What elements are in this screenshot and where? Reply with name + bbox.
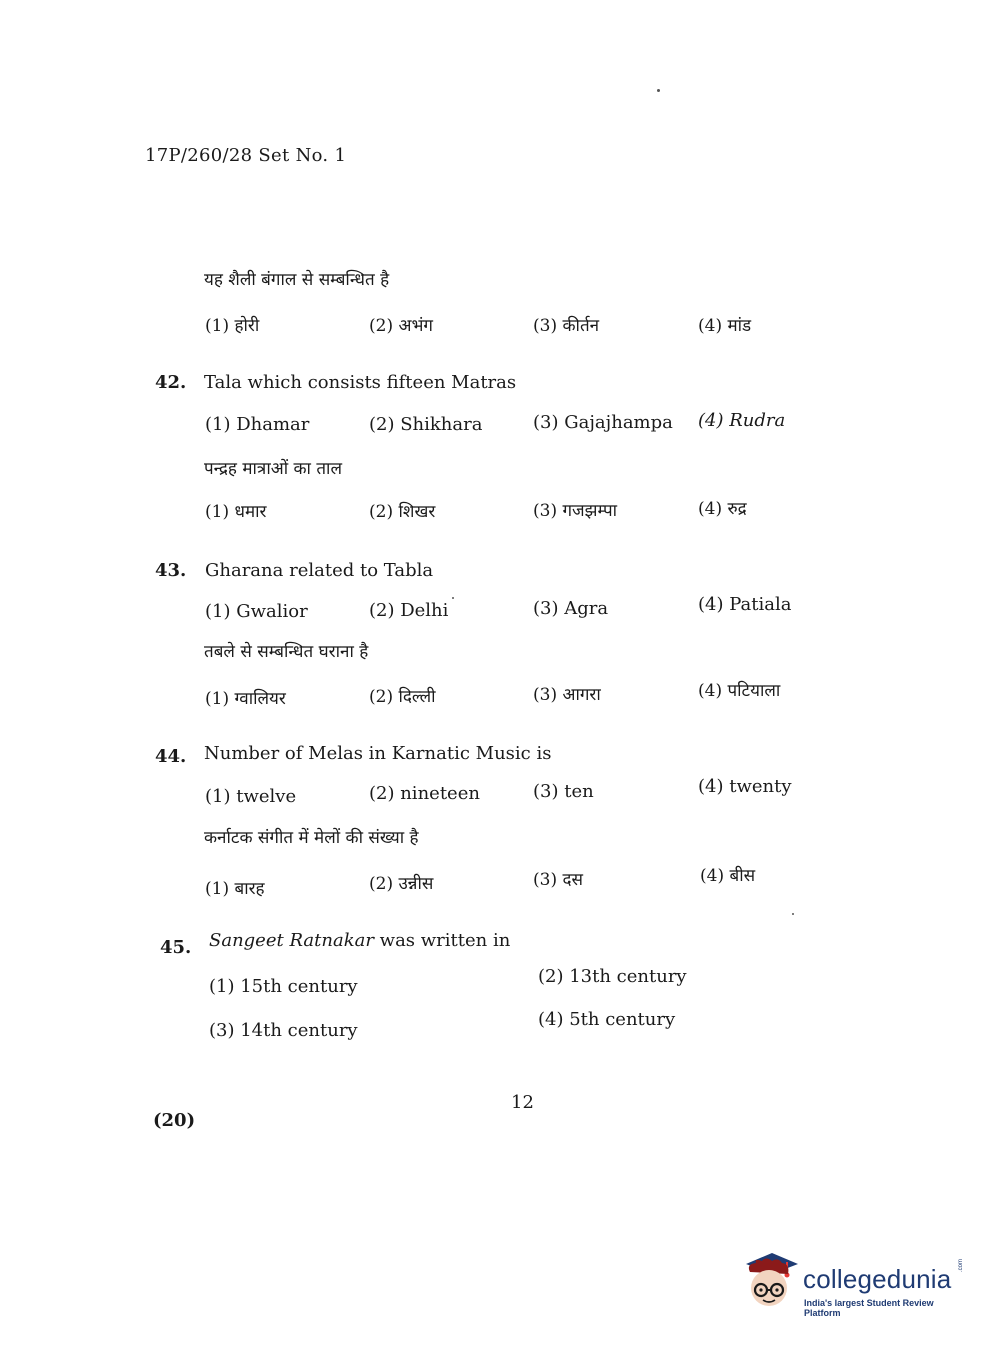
- q42-option-4: (4) Rudra: [698, 410, 786, 431]
- q42-hindi-option-3: (3) गजझम्पा: [533, 501, 618, 521]
- q42-option-2: (2) Shikhara: [369, 414, 483, 435]
- q42-hindi-option-1: (1) धमार: [205, 502, 267, 522]
- q43-hindi-option-2: (2) दिल्ली: [369, 687, 436, 707]
- q41-hindi-question: यह शैली बंगाल से सम्बन्धित है: [204, 270, 390, 290]
- q44-option-3: (3) ten: [533, 781, 594, 802]
- q44-hindi-question: कर्नाटक संगीत में मेलों की संख्या है: [204, 828, 419, 848]
- q45-question-rest: was written in: [373, 930, 511, 951]
- q45-option-3: (3) 14th century: [209, 1020, 358, 1041]
- scan-speck: [792, 913, 794, 915]
- paper-code: 17P/260/28 Set No. 1: [145, 145, 347, 166]
- footer-code: (20): [153, 1110, 196, 1131]
- q41-hindi-option-1: (1) होरी: [205, 316, 260, 336]
- q43-question: Gharana related to Tabla: [205, 560, 434, 581]
- q41-hindi-option-3: (3) कीर्तन: [533, 316, 600, 336]
- q44-option-4: (4) twenty: [698, 776, 792, 797]
- q43-hindi-option-3: (3) आगरा: [533, 685, 601, 705]
- q42-option-3: (3) Gajajhampa: [533, 412, 673, 433]
- q44-hindi-option-2: (2) उन्नीस: [369, 874, 434, 894]
- student-mascot-icon: [742, 1250, 800, 1312]
- q43-hindi-option-4: (4) पटियाला: [698, 681, 781, 701]
- q41-hindi-option-2: (2) अभंग: [369, 316, 433, 336]
- q42-number: 42.: [155, 372, 187, 393]
- scan-speck: [452, 597, 454, 599]
- page-number: 12: [511, 1092, 534, 1113]
- q44-hindi-option-4: (4) बीस: [700, 866, 756, 886]
- logo-domain-suffix: .com: [958, 1258, 964, 1272]
- q44-question: Number of Melas in Karnatic Music is: [204, 743, 552, 764]
- q42-hindi-question: पन्द्रह मात्राओं का ताल: [204, 459, 342, 479]
- q44-option-1: (1) twelve: [205, 786, 297, 807]
- q42-question: Tala which consists fifteen Matras: [204, 372, 517, 393]
- q43-option-1: (1) Gwalior: [205, 601, 308, 622]
- collegedunia-logo[interactable]: [742, 1250, 972, 1320]
- scan-speck: [657, 89, 660, 92]
- q45-option-1: (1) 15th century: [209, 976, 358, 997]
- q43-hindi-option-1: (1) ग्वालियर: [205, 689, 286, 709]
- q43-option-4: (4) Patiala: [698, 594, 792, 615]
- q44-hindi-option-3: (3) दस: [533, 870, 584, 890]
- q42-option-1: (1) Dhamar: [205, 414, 310, 435]
- q45-question: [209, 930, 510, 951]
- q45-book-title: Sangeet Ratnakar: [209, 930, 374, 951]
- q45-number: 45.: [160, 937, 192, 958]
- q44-hindi-option-1: (1) बारह: [205, 879, 265, 899]
- q41-hindi-option-4: (4) मांड: [698, 316, 752, 336]
- q45-option-4: (4) 5th century: [538, 1009, 676, 1030]
- q43-option-3: (3) Agra: [533, 598, 609, 619]
- q42-hindi-option-2: (2) शिखर: [369, 502, 436, 522]
- q42-hindi-option-4: (4) रुद्र: [698, 499, 747, 519]
- q43-hindi-question: तबले से सम्बन्धित घराना है: [204, 642, 369, 662]
- q44-option-2: (2) nineteen: [369, 783, 480, 804]
- q43-option-2: (2) Delhi: [369, 600, 449, 621]
- q43-number: 43.: [155, 560, 187, 581]
- logo-tagline: India's largest Student Review Platform: [804, 1298, 934, 1318]
- q45-option-2: (2) 13th century: [538, 966, 687, 987]
- logo-wordmark: collegedunia: [803, 1264, 952, 1294]
- q44-number: 44.: [155, 746, 187, 767]
